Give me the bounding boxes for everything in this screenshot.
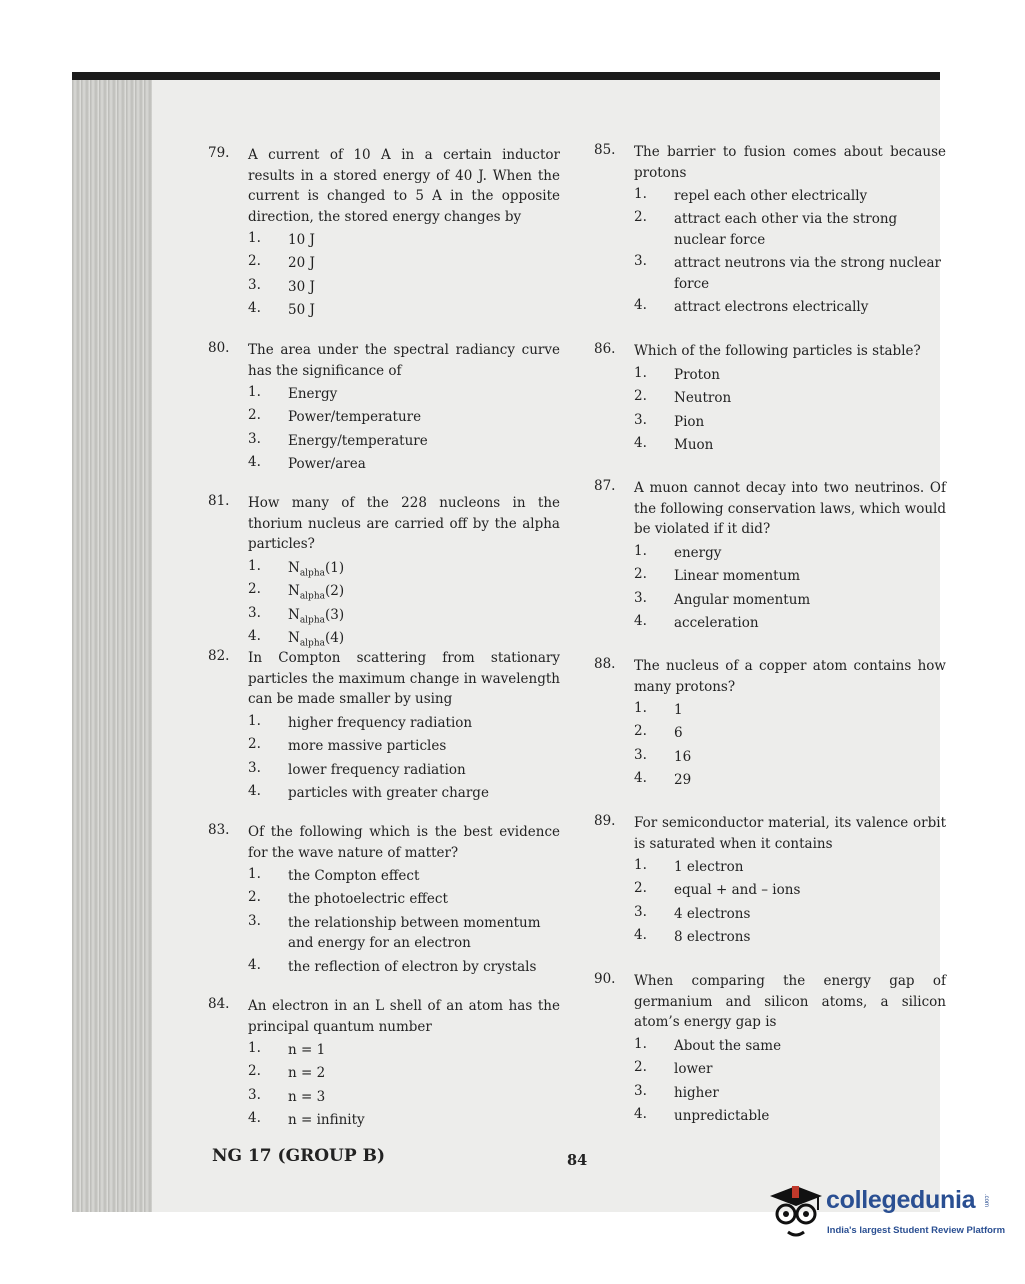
option-tail: (4)	[324, 629, 345, 646]
option-number: 4.	[248, 782, 261, 799]
option-number: 4.	[634, 1105, 647, 1122]
option-number: 2.	[634, 1059, 647, 1076]
option-number: 1.	[634, 543, 647, 559]
question-number: 80.	[208, 340, 230, 356]
question-number: 89.	[594, 813, 616, 829]
brand-name: collegedunia	[826, 1186, 976, 1214]
option-number: 3.	[634, 903, 647, 920]
question-text: When comparing the energy gap of germanium and silicon atoms, a silicon atom’s energy gap is	[634, 973, 946, 1030]
option-text: 50 J	[288, 301, 315, 318]
option-number: 3.	[634, 746, 647, 763]
option-text: higher	[674, 1084, 719, 1101]
page-top-shadow	[72, 72, 940, 80]
option-number: 3.	[634, 1082, 647, 1099]
option-number: 1.	[248, 384, 261, 400]
option-text: Power/area	[288, 455, 366, 472]
option-text: unpredictable	[674, 1107, 770, 1124]
option-number: 4.	[248, 627, 261, 644]
option-number: 4.	[634, 434, 647, 451]
option-text: higher frequency radiation	[288, 715, 473, 731]
question-text: The barrier to fusion comes about because protons	[634, 144, 946, 181]
option-text: more massive particles	[288, 738, 447, 755]
option-symbol: N	[288, 560, 300, 576]
option-text: 4 electrons	[674, 905, 751, 922]
option-text: attract neutrons via the strong nuclear force	[674, 255, 941, 292]
option-text: Proton	[674, 367, 720, 383]
option-number: 3.	[634, 253, 647, 270]
option-text: 8 electrons	[674, 928, 751, 945]
option-number: 1.	[634, 700, 647, 716]
question-text: An electron in an L shell of an atom has the principal quantum number	[248, 998, 560, 1035]
question-text: The nucleus of a copper atom contains how many protons?	[634, 658, 946, 695]
option-number: 4.	[248, 956, 261, 973]
option-text: 1 electron	[674, 859, 744, 875]
option-text: Energy	[288, 386, 338, 402]
option-number: 1.	[634, 857, 647, 873]
option-subscript: alpha	[299, 568, 325, 579]
option-number: 1.	[248, 1040, 261, 1056]
option-number: 2.	[634, 880, 647, 897]
option-number: 2.	[248, 889, 261, 906]
option-subscript: alpha	[299, 638, 325, 649]
paper-code: NG 17 (GROUP B)	[212, 1146, 385, 1166]
option-number: 4.	[248, 299, 261, 316]
option-number: 4.	[248, 1109, 261, 1126]
option-number: 2.	[248, 253, 261, 270]
option-number: 4.	[634, 297, 647, 314]
question-text: Which of the following particles is stable?	[634, 343, 921, 359]
option-text: acceleration	[674, 614, 759, 631]
option-text	[288, 605, 560, 631]
option-tail: (2)	[324, 583, 345, 600]
question-number: 82.	[208, 648, 230, 664]
option-number: 1.	[248, 230, 261, 246]
option-number: 3.	[248, 604, 261, 621]
graduate-mascot-icon	[766, 1178, 826, 1248]
question-text: A current of 10 A in a certain inductor results in a stored energy of 40 J. When the current is changed to 5 A in the opposite direction, the stored energy changes by	[248, 147, 560, 225]
question-number: 81.	[208, 493, 230, 509]
option-text: n = 1	[288, 1042, 326, 1058]
question-number: 88.	[594, 656, 616, 672]
option-text: About the same	[674, 1038, 782, 1054]
option-text: n = infinity	[288, 1111, 365, 1128]
option-text: equal + and – ions	[674, 882, 801, 899]
page-stack-edges	[72, 80, 152, 1212]
option-text: the photoelectric effect	[288, 891, 448, 908]
option-text: Angular momentum	[674, 591, 811, 608]
option-number: 2.	[634, 566, 647, 583]
question-text: The area under the spectral radiancy curve has the significance of	[248, 342, 560, 379]
question-text: In Compton scattering from stationary particles the maximum change in wavelength can be made smaller by using	[248, 650, 560, 707]
option-text: Linear momentum	[674, 568, 801, 585]
option-subscript: alpha	[299, 615, 325, 626]
option-symbol: N	[288, 629, 300, 646]
brand-tagline: India's largest Student Review Platform	[827, 1225, 1006, 1236]
option-text: 6	[674, 725, 683, 742]
option-text: 29	[674, 771, 692, 788]
option-text: 1	[674, 702, 683, 718]
question-number: 86.	[594, 341, 616, 357]
option-number: 2.	[248, 407, 261, 424]
option-text: lower	[674, 1061, 713, 1078]
option-text: Power/temperature	[288, 409, 422, 426]
option-text	[288, 558, 560, 584]
option-text: the relationship between momentum and energy for an electron	[288, 914, 541, 952]
option-text: n = 2	[288, 1065, 326, 1082]
option-text	[288, 581, 560, 607]
option-text: n = 3	[288, 1088, 326, 1105]
option-number: 3.	[248, 276, 261, 293]
page-number: 84	[567, 1152, 588, 1169]
question-text: Of the following which is the best evidence for the wave nature of matter?	[248, 824, 560, 861]
option-text: attract each other via the strong nuclear force	[674, 211, 898, 248]
question-number: 90.	[594, 971, 616, 987]
option-subscript: alpha	[299, 591, 325, 602]
option-number: 1.	[248, 558, 261, 574]
option-number: 1.	[634, 1036, 647, 1052]
option-number: 3.	[248, 759, 261, 776]
option-text: the reflection of electron by crystals	[288, 958, 537, 975]
option-number: 3.	[248, 1086, 261, 1103]
option-number: 2.	[634, 388, 647, 405]
option-text: lower frequency radiation	[288, 761, 466, 778]
question-text: How many of the 228 nucleons in the thorium nucleus are carried off by the alpha particles?	[248, 495, 560, 552]
option-number: 2.	[248, 581, 261, 598]
question-text: A muon cannot decay into two neutrinos. Of the following conservation laws, which would be violated if it did?	[634, 480, 946, 537]
option-number: 3.	[634, 589, 647, 606]
option-tail: (3)	[324, 606, 345, 623]
option-number: 2.	[634, 723, 647, 740]
option-tail: (1)	[324, 560, 345, 576]
option-number: 1.	[248, 866, 261, 882]
option-text: repel each other electrically	[674, 188, 868, 204]
option-number: 4.	[634, 769, 647, 786]
option-text: energy	[674, 545, 722, 561]
option-number: 1.	[634, 186, 647, 202]
option-number: 2.	[248, 1063, 261, 1080]
option-number: 4.	[248, 453, 261, 470]
watermark-logo	[766, 1178, 1006, 1248]
option-text: Muon	[674, 436, 714, 453]
option-number: 3.	[248, 912, 261, 929]
option-text: Neutron	[674, 390, 732, 407]
option-number: 2.	[248, 736, 261, 753]
question-number: 79.	[208, 145, 230, 161]
option-text: 16	[674, 748, 692, 765]
option-symbol: N	[288, 606, 300, 623]
question-text: For semiconductor material, its valence orbit is saturated when it contains	[634, 815, 946, 852]
option-text: 30 J	[288, 278, 315, 295]
option-number: 3.	[634, 411, 647, 428]
option-text: the Compton effect	[288, 868, 420, 884]
question-number: 87.	[594, 478, 616, 494]
option-text: Energy/temperature	[288, 432, 428, 449]
option-text: 20 J	[288, 255, 315, 272]
option-number: 4.	[634, 612, 647, 629]
option-symbol: N	[288, 583, 300, 600]
option-number: 1.	[248, 713, 261, 729]
option-text: attract electrons electrically	[674, 299, 869, 316]
question-number: 83.	[208, 822, 230, 838]
question-number: 84.	[208, 996, 230, 1012]
option-number: 4.	[634, 926, 647, 943]
option-number: 2.	[634, 209, 647, 226]
option-number: 3.	[248, 430, 261, 447]
brand-suffix: .com	[983, 1194, 989, 1208]
option-text: Pion	[674, 413, 705, 430]
question-number: 85.	[594, 142, 616, 158]
option-text: particles with greater charge	[288, 784, 489, 801]
option-number: 1.	[634, 365, 647, 381]
option-text: 10 J	[288, 232, 315, 248]
